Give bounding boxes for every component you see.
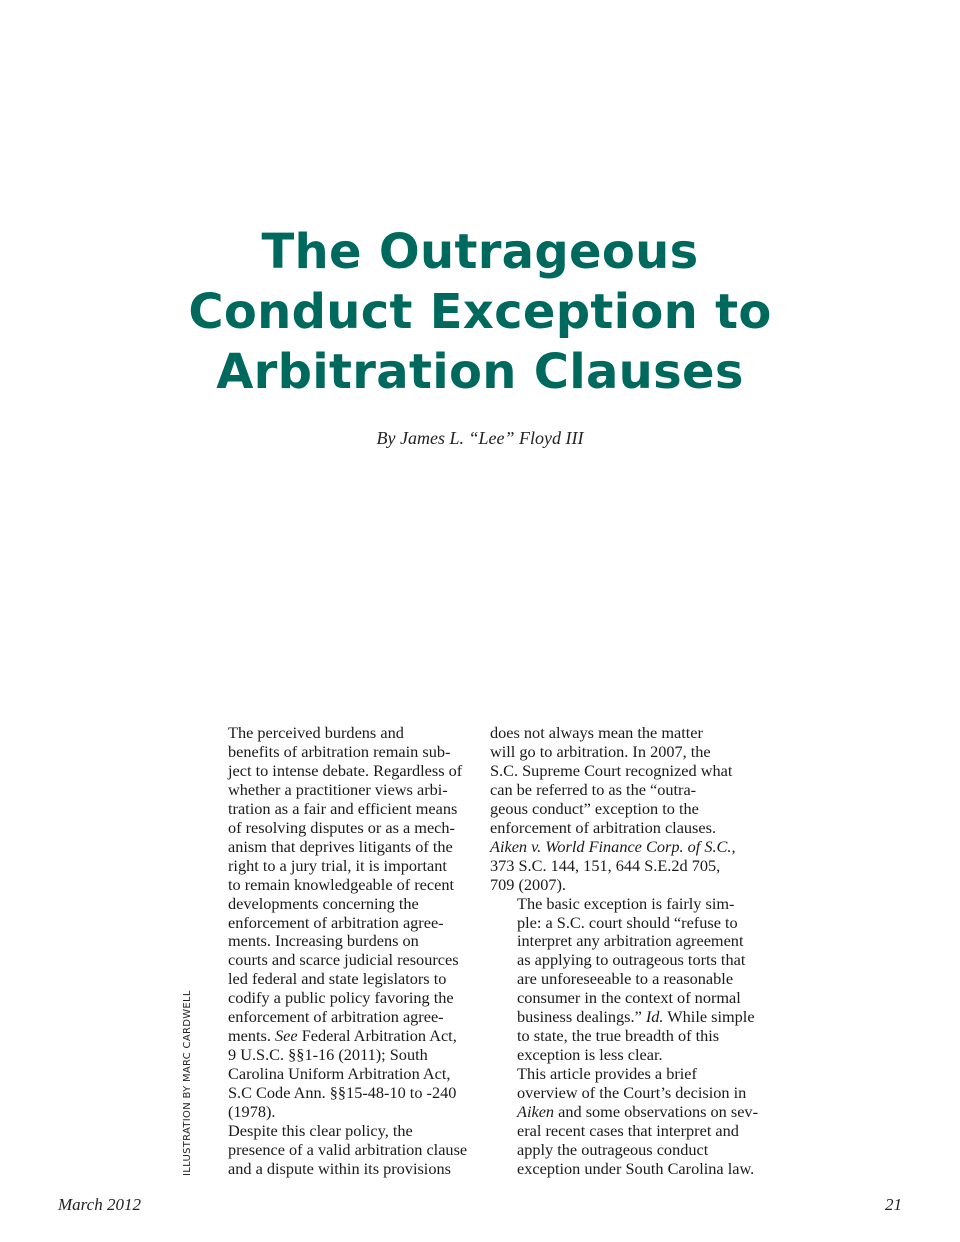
text-line: ple: a S.C. court should “refuse to	[517, 912, 738, 932]
text-line: 709 (2007).	[490, 874, 566, 894]
text-line: The perceived burdens and	[228, 723, 404, 742]
text-line: and a dispute within its provisions	[228, 1158, 451, 1178]
text-line: to state, the true breadth of this	[517, 1026, 720, 1046]
text-line: of resolving disputes or as a mech-	[228, 817, 455, 837]
text-line: geous conduct” exception to the	[490, 798, 699, 818]
text-line: (1978).	[228, 1102, 276, 1122]
text-line: anism that deprives litigants of the	[228, 836, 453, 856]
body-paragraph	[490, 895, 776, 1066]
text-line: 373 S.C. 144, 151, 644 S.E.2d 705,	[490, 855, 721, 875]
text-line: as applying to outrageous torts that	[517, 950, 746, 970]
text-line: eral recent cases that interpret and	[517, 1121, 739, 1141]
page-number: 21	[885, 1195, 902, 1214]
text-line: Aiken and some observations on sev-	[517, 1102, 758, 1122]
text-line: whether a practitioner views arbi-	[228, 779, 448, 799]
right-column	[490, 724, 776, 1179]
body-paragraph	[201, 1122, 487, 1179]
text-line: enforcement of arbitration clauses.	[490, 817, 717, 837]
text-line: exception is less clear.	[517, 1045, 663, 1065]
text-line: presence of a valid arbitration clause	[228, 1139, 468, 1159]
article-title	[0, 222, 960, 402]
text-line: led federal and state legislators to	[228, 969, 447, 989]
text-line: S.C Code Ann. §§15-48-10 to -240	[228, 1083, 457, 1103]
text-line: 9 U.S.C. §§1-16 (2011); South	[228, 1045, 428, 1065]
text-line: ject to intense debate. Regardless of	[228, 760, 463, 780]
text-line: interpret any arbitration agreement	[517, 931, 744, 951]
text-line: This article provides a brief	[517, 1064, 697, 1084]
text-line: exception under South Carolina law.	[517, 1158, 755, 1178]
text-line: S.C. Supreme Court recognized what	[490, 760, 733, 780]
text-line: Carolina Uniform Arbitration Act,	[228, 1064, 451, 1084]
text-line: benefits of arbitration remain sub-	[228, 741, 451, 761]
text-line: apply the outrageous conduct	[517, 1139, 709, 1159]
text-line: developments concerning the	[228, 893, 419, 913]
title-line: Arbitration Clauses	[216, 344, 744, 400]
text-line: enforcement of arbitration agree-	[228, 1007, 444, 1027]
text-line: Despite this clear policy, the	[228, 1121, 413, 1141]
title-line: Conduct Exception to	[188, 284, 772, 340]
text-line: business dealings.” Id. While simple	[517, 1007, 755, 1027]
text-line: The basic exception is fairly sim-	[517, 893, 735, 913]
text-line: are unforeseeable to a reasonable	[517, 969, 734, 989]
text-line: will go to arbitration. In 2007, the	[490, 741, 711, 761]
text-line: does not always mean the matter	[490, 723, 703, 742]
text-line: ments. See Federal Arbitration Act,	[228, 1026, 457, 1046]
text-line: codify a public policy favoring the	[228, 988, 454, 1008]
text-line: overview of the Court’s decision in	[517, 1083, 747, 1103]
left-column	[201, 724, 487, 1179]
text-line: consumer in the context of normal	[517, 988, 741, 1008]
body-paragraph	[490, 1065, 776, 1179]
body-paragraph	[490, 724, 776, 895]
text-line: right to a jury trial, it is important	[228, 855, 447, 875]
text-line: tration as a fair and efficient means	[228, 798, 458, 818]
byline: By James L. “Lee” Floyd III	[376, 428, 584, 448]
footer-date: March 2012	[58, 1195, 141, 1214]
text-line: can be referred to as the “outra-	[490, 779, 697, 799]
body-paragraph	[201, 724, 487, 1122]
text-line: to remain knowledgeable of recent	[228, 874, 455, 894]
text-line: courts and scarce judicial resources	[228, 950, 459, 970]
text-line: enforcement of arbitration agree-	[228, 912, 444, 932]
text-line: ments. Increasing burdens on	[228, 931, 419, 951]
illustration-credit: ILLUSTRATION BY MARC CARDWELL	[182, 990, 193, 1176]
title-line: The Outrageous	[261, 224, 699, 280]
text-line: Aiken v. World Finance Corp. of S.C.,	[490, 836, 736, 856]
